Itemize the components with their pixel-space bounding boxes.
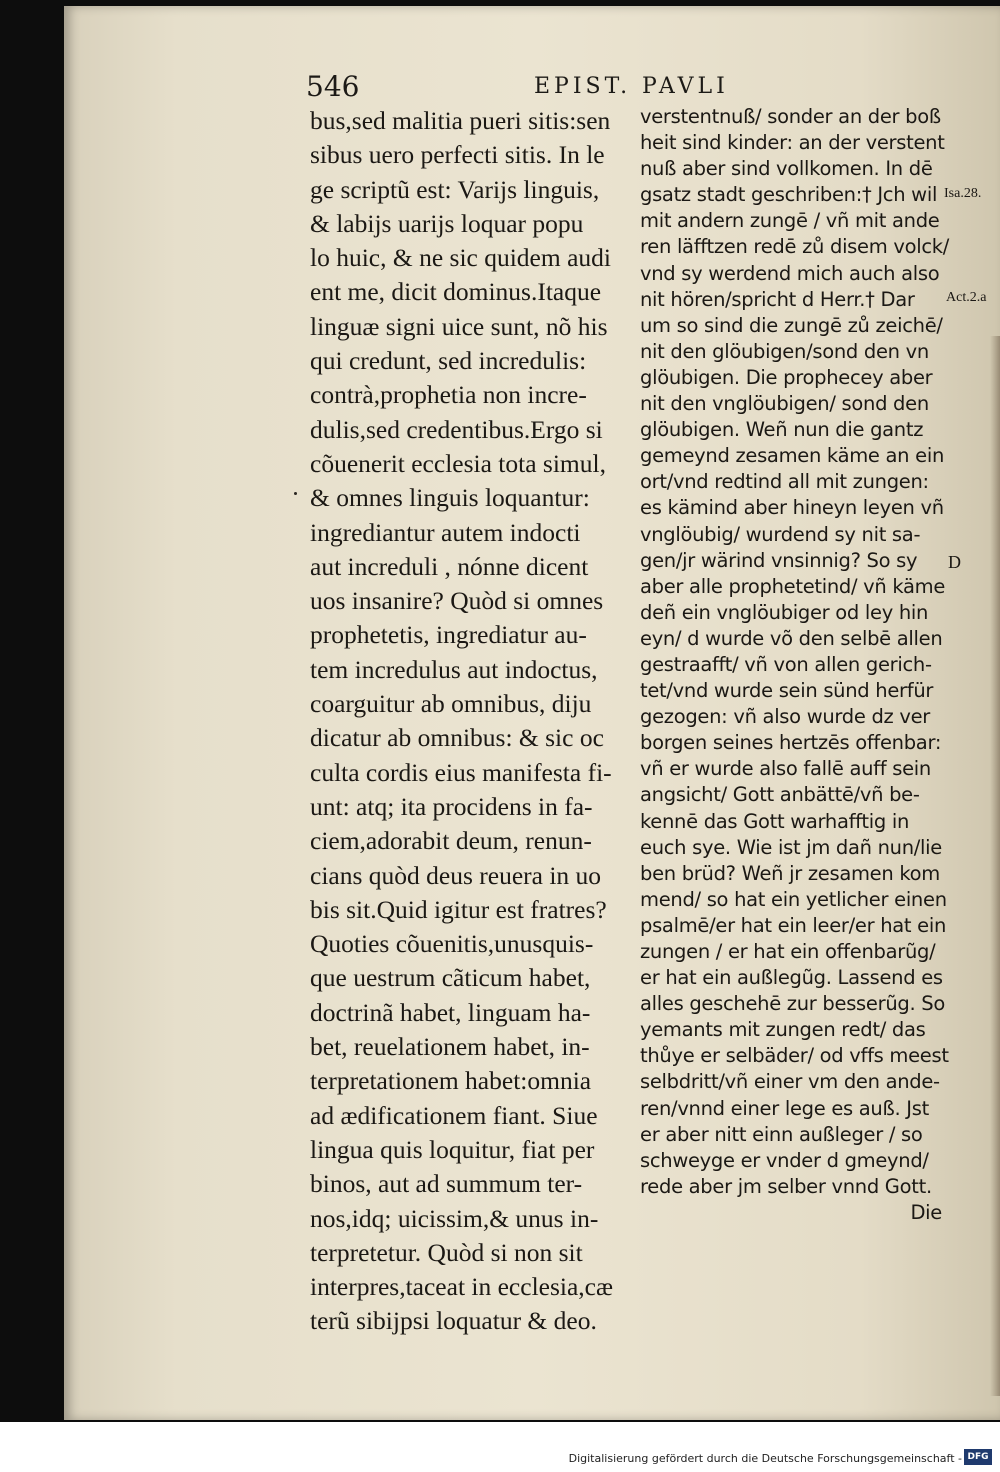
german-text-line: um so sind die zungē zů zeichē/ <box>640 313 943 337</box>
german-text-line: alles geschehē zur besserũg. So <box>640 992 945 1016</box>
latin-text-line: linguæ signi uice sunt, nõ his <box>310 311 608 341</box>
latin-text-line: contrà,prophetia non incre- <box>310 380 587 410</box>
german-text-line: ren/vnnd einer lege es auß. Jst <box>640 1096 929 1120</box>
german-text-line: angsicht/ Gott anbättē/vñ be- <box>640 783 920 807</box>
ink-speck <box>294 492 297 495</box>
catchword: Die <box>910 1200 942 1224</box>
german-text-line: glöubigen. Weñ nun die gantz <box>640 418 924 442</box>
german-text-line: eyn/ d wurde võ den selbē allen <box>640 626 943 650</box>
german-text-line: es kämind aber hineyn leyen vñ <box>640 496 944 520</box>
latin-text-line: & labijs uarijs loquar popu <box>310 208 584 238</box>
german-text-line: ren läfftzen redē zů disem volck/ <box>640 235 950 259</box>
latin-text-line: interpres,taceat in ecclesia,cæ <box>310 1272 613 1302</box>
latin-text-line: Quoties cõuenitis,unusquis- <box>310 929 594 959</box>
german-text-line: ben brüd? Weñ jr zesamen kom <box>640 861 940 885</box>
german-text-column <box>640 104 950 1226</box>
german-text-line: aber alle prophetetind/ vñ käme <box>640 574 946 598</box>
german-text-line: mend/ so hat ein yetlicher einen <box>640 887 947 911</box>
margin-note-isaiah: Isa.28. <box>944 186 982 201</box>
german-text-line: nit den vnglöubigen/ sond den <box>640 392 929 416</box>
latin-text-line: aut increduli , nónne dicent <box>310 551 589 581</box>
german-text-line: mit andern zungē / vñ mit ande <box>640 209 940 233</box>
latin-text-line: sibus uero perfecti sitis. In le <box>310 140 605 170</box>
german-text-line: rede aber jm selber vnnd Gott. <box>640 1174 932 1198</box>
german-text-line: ort/vnd redtind all mit zungen: <box>640 470 929 494</box>
latin-text-line: prophetetis, ingrediatur au- <box>310 620 587 650</box>
german-text-line: borgen seines hertzēs offenbar: <box>640 731 942 755</box>
german-text-line: gen/jr wärind vnsinnig? So sy <box>640 548 918 572</box>
german-text-line: zungen / er hat ein offenbarũg/ <box>640 940 936 963</box>
latin-text-line: ent me, dicit dominus.Itaque <box>310 277 602 307</box>
latin-text-line: bis sit.Quid igitur est fratres? <box>310 894 607 924</box>
latin-text-line: bet, reuelationem habet, in- <box>310 1032 590 1062</box>
latin-text-line: ad ædificationem fiant. Siue <box>310 1100 598 1130</box>
german-text-line: vnd sy werdend mich auch also <box>640 261 940 285</box>
german-text-line: yemants mit zungen redt/ das <box>640 1018 926 1042</box>
german-text-line: psalmē/er hat ein leer/er hat ein <box>640 913 947 937</box>
latin-text-line: lingua quis loquitur, fiat per <box>310 1134 595 1164</box>
latin-text-line: uos insanire? Quòd si omnes <box>310 586 604 616</box>
latin-text-line: unt: atq; ita procidens in fa- <box>310 791 593 821</box>
funding-credit: Digitalisierung gefördert durch die Deutsche Forschungsgemeinschaft - <box>568 1452 962 1465</box>
latin-text-line: terpretationem habet:omnia <box>310 1066 592 1096</box>
latin-text-line: cians quòd deus reuera in uo <box>310 860 602 890</box>
footer-bar <box>0 1422 1000 1472</box>
german-text-line: schweyge er vnder d gmeynd/ <box>640 1148 929 1172</box>
latin-text-line: nos,idq; uicissim,& unus in- <box>310 1203 599 1233</box>
latin-text-line: dicatur ab omnibus: & sic oc <box>310 723 604 753</box>
latin-text-line: qui credunt, sed incredulis: <box>310 346 587 376</box>
german-text-line: vñ er wurde also fallē auff sein <box>640 757 931 781</box>
german-text-line: kennē das Gott warhafftig in <box>640 809 910 833</box>
page-number: 546 <box>306 70 360 103</box>
latin-text-line: cõuenerit ecclesia tota simul, <box>310 448 606 478</box>
section-marker: D <box>948 552 961 572</box>
dfg-logo: DFG <box>964 1449 992 1465</box>
latin-text-line: dulis,sed credentibus.Ergo si <box>310 414 603 444</box>
german-text-line: glöubigen. Die prophecey aber <box>640 365 933 389</box>
latin-text-line: coarguitur ab omnibus, diju <box>310 689 592 719</box>
german-text-line: verstentnuß/ sonder an der boß <box>640 105 941 128</box>
german-text-line: er hat ein außlegũg. Lassend es <box>640 966 943 990</box>
latin-text-line: doctrinã habet, linguam ha- <box>310 997 591 1027</box>
german-text-line: er aber nitt einn außleger / so <box>640 1122 923 1146</box>
german-text-line: deñ ein vnglöubiger od ley hin <box>640 600 929 624</box>
german-text-line: gezogen: vñ also wurde dz ver <box>640 705 931 729</box>
german-text-line: selbdritt/vñ einer vm den ande- <box>640 1070 940 1094</box>
german-text-line: gemeynd zesamen käme an ein <box>640 444 945 468</box>
running-title: EPIST. PAVLI <box>534 74 729 99</box>
german-text-line: gestraafft/ vñ von allen gerich- <box>640 652 932 676</box>
latin-text-line: & omnes linguis loquantur: <box>310 483 590 513</box>
latin-text-line: tem incredulus aut indoctus, <box>310 654 598 684</box>
german-text-line: tet/vnd wurde sein sünd herfür <box>640 679 934 703</box>
latin-text-line: culta cordis eius manifesta fi- <box>310 757 612 787</box>
latin-text-line: ingrediantur autem indocti <box>310 517 581 547</box>
german-text-line: vnglöubig/ wurdend sy nit sa- <box>640 522 921 546</box>
german-text-line: nit den glöubigen/sond den vn <box>640 339 929 363</box>
latin-text-line: bus,sed malitia pueri sitis:sen <box>310 106 611 135</box>
german-text-line: heit sind kinder: an der verstent <box>640 131 945 155</box>
page-header <box>306 70 786 106</box>
german-text-line: nit hören/spricht d Herr.† Dar <box>640 287 915 311</box>
latin-text-column <box>310 104 632 1339</box>
latin-text-line: terũ sibijpsi loquatur & deo. <box>310 1306 597 1336</box>
german-text-line: gsatz stadt geschriben:† Jch wil <box>640 183 938 207</box>
german-text-line: thůye er selbäder/ od vffs meest <box>640 1044 949 1068</box>
latin-text-line: ciem,adorabit deum, renun- <box>310 826 592 856</box>
german-text-line: nuß aber sind vollkomen. In dē <box>640 157 933 181</box>
latin-text-line: terpretetur. Quòd si non sit <box>310 1237 583 1267</box>
latin-text-line: binos, aut ad summum ter- <box>310 1169 583 1199</box>
german-text-line: euch sye. Wie ist jm dañ nun/lie <box>640 835 942 859</box>
latin-text-line: lo huic, & ne sic quidem audi <box>310 243 611 273</box>
page-edge-shadow <box>990 336 1000 1396</box>
margin-note-acts: Act.2.a <box>946 290 987 305</box>
latin-text-line: ge scriptũ est: Varijs linguis, <box>310 174 600 204</box>
latin-text-line: que uestrum cãticum habet, <box>310 963 591 993</box>
